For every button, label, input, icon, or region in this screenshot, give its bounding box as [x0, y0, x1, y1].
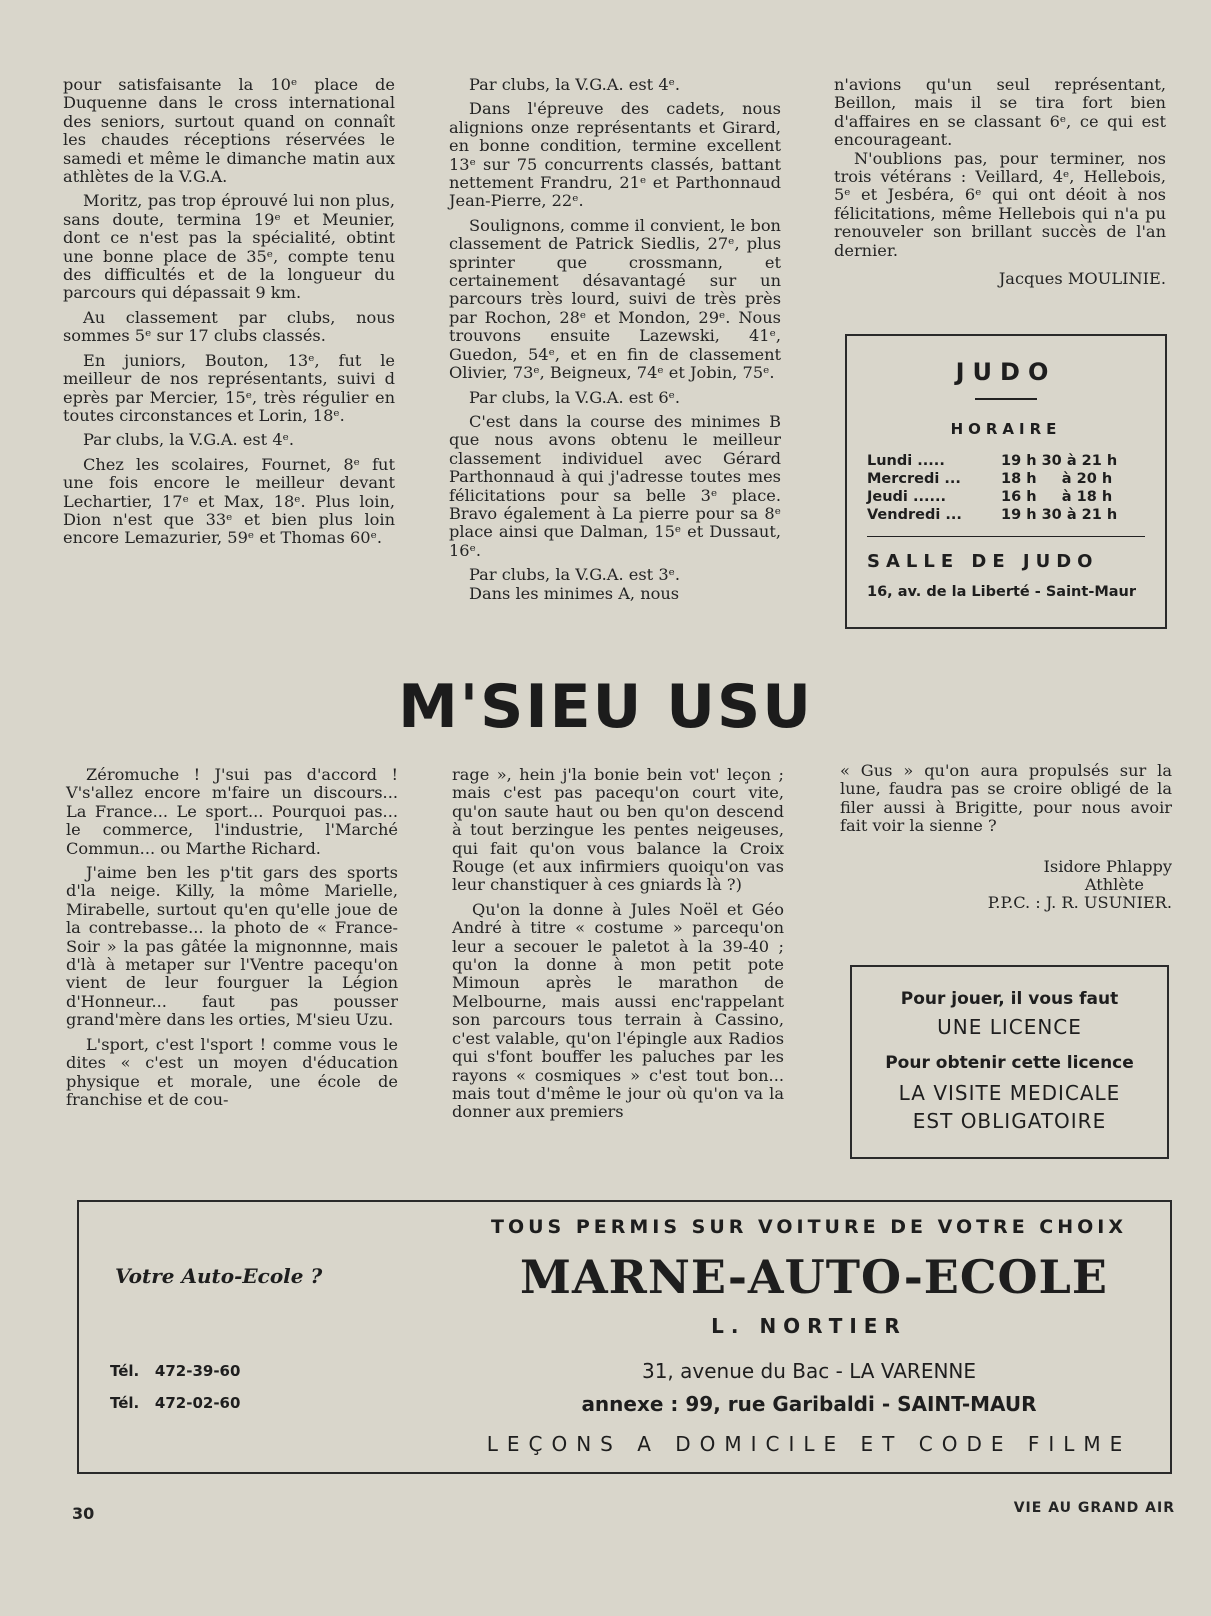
paragraph: Au classement par clubs, nous sommes 5ᵉ sur 17 clubs classés. [63, 307, 395, 346]
ad-school-name: MARNE-AUTO-ECOLE [520, 1250, 1108, 1304]
paragraph: « Gus » qu'on aura propulsés sur la lune, faudra pas se croire obligé de la filer aussi à Brigitte, pour nous avoir fait voir la sienne ? [840, 761, 1172, 836]
schedule-row [867, 452, 1159, 470]
licence-line: EST OBLIGATOIRE [912, 1109, 1107, 1133]
licence-notice-box [850, 965, 1169, 1159]
paragraph: Moritz, pas trop éprouvé lui non plus, sans doute, termina 19ᵉ et Meunier, dont ce n'est pas la spécialité, obtint une bonne place de 35ᵉ, compte tenu des difficultés et de la longueur du parcours qui dépassait 9 km. [63, 191, 395, 303]
licence-line: Pour obtenir cette licence [885, 1053, 1134, 1073]
schedule-row [867, 506, 1159, 524]
schedule-day: Mercredi ... [867, 471, 961, 487]
schedule-table [867, 452, 1159, 524]
article2-column-2 [452, 766, 784, 1128]
paragraph: Dans les minimes A, nous [469, 583, 680, 603]
paragraph: Par clubs, la V.G.A. est 4ᵉ. [83, 430, 295, 450]
ad-owner: L. NORTIER [711, 1314, 907, 1338]
ad-phone: Tél. 472-39-60 [110, 1362, 241, 1380]
judo-hall-name: SALLE DE JUDO [867, 551, 1099, 572]
paragraph: pour satisfaisante la 10ᵉ place de Duquenne dans le cross international des seniors, surtout quand on connaît les chaudes réceptions réservées le samedi et même le dimanche matin aux athlètes de la V.G.A. [63, 75, 395, 187]
schedule-time: 18 h à 20 h [1001, 471, 1113, 487]
licence-line: UNE LICENCE [937, 1015, 1082, 1039]
schedule-row [867, 470, 1159, 488]
page-number: 30 [72, 1504, 95, 1523]
paragraph: Dans l'épreuve des cadets, nous alignions onze représentants et Girard, en bonne condition, termine excellent 13ᵉ sur 75 concurrents classés, battant nettement Frandru, 21ᵉ et Parthonnaud Jean-Pierre, 22ᵉ. [449, 99, 781, 211]
paragraph: L'sport, c'est l'sport ! comme vous le dites « c'est un moyen d'éducation physique et morale, une école de franchise et de cou- [66, 1034, 398, 1109]
ad-tagline: TOUS PERMIS SUR VOITURE DE VOTRE CHOIX [491, 1216, 1127, 1238]
paragraph: C'est dans la course des minimes B que nous avons obtenu le meilleur classement individuel avec Gérard Parthonnaud à qui j'adresse toutes mes félicitations pour sa belle 3ᵉ place. Bravo également à La pierre pour sa 8ᵉ place ainsi que Dalman, 15ᵉ et Dussaut, 16ᵉ. [449, 411, 781, 560]
schedule-time: 16 h à 18 h [1001, 489, 1113, 505]
judo-hall-address: 16, av. de la Liberté - Saint-Maur [867, 584, 1137, 600]
paragraph: Par clubs, la V.G.A. est 4ᵉ. [469, 75, 681, 94]
paragraph: En juniors, Bouton, 13ᵉ, fut le meilleur de nos représentants, suivi d eprès par Mercier, 15ᵉ, très régulier en toutes circonstances et Lorin, 18ᵉ. [63, 350, 395, 425]
ad-annex: annexe : 99, rue Garibaldi - SAINT-MAUR [581, 1392, 1037, 1416]
paragraph: J'aime ben les p'tit gars des sports d'la neige. Killy, la môme Marielle, Mirabelle, surtout qu'en qu'elle joue de la contrebasse... la photo de « France-Soir » la pas gâtée la mignonnne, mais d'là à metaper sur l'Ventre pacequ'on vient de leur fourguer la Légion d'Honneur... faut pas pousser grand'mère dans les orties, M'sieu Uzu. [66, 863, 398, 1030]
ad-phone: Tél. 472-02-60 [110, 1394, 241, 1412]
ad-lessons: LEÇONS A DOMICILE ET CODE FILME [486, 1432, 1132, 1456]
article2-column-1 [66, 766, 398, 1115]
schedule-row [867, 488, 1159, 506]
licence-line: Pour jouer, il vous faut [900, 989, 1119, 1009]
paragraph: N'oublions pas, pour terminer, nos trois vétérans : Veillard, 4ᵉ, Hellebois, 5ᵉ et Jesbéra, 6ᵉ qui ont déoit à nos félicitations, même Hellebois qui n'a pu renouveler son brillant succès de l'an dernier. [834, 148, 1166, 260]
paragraph: Zéromuche ! J'sui pas d'accord ! V's'allez encore m'faire un discours... La France... Le sport... Pourquoi pas... le commerce, l'industrie, l'Marché Commun... ou Marthe Richard. [66, 765, 398, 858]
schedule-time: 19 h 30 à 21 h [1001, 453, 1118, 469]
article-title: M'SIEU USU [398, 672, 813, 742]
article1-column-1 [63, 76, 395, 554]
author-signature: Jacques MOULINIE. [998, 269, 1166, 289]
paragraph: rage », hein j'la bonie bein vot' leçon ; mais c'est pas pacequ'on court vite, qu'on saute haut ou ben qu'on descend à tout berzingue les pentes neigeuses, qui fait qu'on vous balance la Croix Rouge (et aux infirmiers quoiqu'on vas leur chanstiquer à ces gniards là ?) [452, 765, 784, 895]
schedule-day: Lundi ..... [867, 453, 945, 469]
author-signature: Isidore Phlappy [1043, 856, 1172, 876]
driving-school-ad [77, 1200, 1172, 1474]
author-title: Athlète [1084, 875, 1144, 895]
paragraph: Qu'on la donne à Jules Noël et Géo André à titre « costume » parcequ'on leur a secouer le paletot à la 39-40 ; qu'on la donne à mon petit pote Mimoun après le marathon de Melbourne, mais aussi enc'rappelant son parcours tous terrain à Cassino, c'est valable, qu'on l'épingle aux Radios qui s'font bouffer les paluches par les rayons « cosmiques » c'est tout bon... mais tout d'même le jour où qu'on va la donner aux premiers [452, 899, 784, 1122]
schedule-day: Jeudi ...... [867, 489, 946, 505]
author-ppc: P.P.C. : J. R. USUNIER. [987, 893, 1172, 913]
schedule-heading: HORAIRE [950, 420, 1062, 438]
licence-line [852, 1079, 1167, 1135]
article1-column-2 [449, 76, 781, 609]
article1-column-3 [834, 76, 1166, 294]
paragraph: n'avions qu'un seul représentant, Beillon, mais il se tira fort bien d'affaires en se classant 6ᵉ, ce qui est encourageant. [834, 75, 1166, 150]
divider [975, 398, 1037, 400]
judo-schedule-box [845, 334, 1167, 629]
paragraph: Chez les scolaires, Fournet, 8ᵉ fut une fois encore le meilleur devant Lechartier, 17ᵉ et Max, 18ᵉ. Plus loin, Dion n'est que 33ᵉ et bien plus loin encore Lemazurier, 59ᵉ et Thomas 60ᵉ. [63, 454, 395, 548]
paragraph: Par clubs, la V.G.A. est 3ᵉ. [469, 565, 681, 585]
ad-address: 31, avenue du Bac - LA VARENNE [641, 1359, 977, 1383]
article2-column-3 [840, 762, 1172, 913]
schedule-time: 19 h 30 à 21 h [1001, 507, 1118, 523]
paragraph: Soulignons, comme il convient, le bon classement de Patrick Siedlis, 27ᵉ, plus sprinter que crossmann, et certainement désavantagé sur un parcours très lourd, suivi de très près par Rochon, 28ᵉ et Mondon, 29ᵉ. Nous trouvons ensuite Lazewski, 41ᵉ, Guedon, 54ᵉ, et en fin de classement Olivier, 73ᵉ, Beigneux, 74ᵉ et Jobin, 75ᵉ. [449, 215, 781, 383]
schedule-day: Vendredi ... [867, 507, 962, 523]
divider [867, 536, 1145, 537]
judo-title: JUDO [955, 358, 1057, 386]
ad-question: Votre Auto-Ecole ? [115, 1264, 323, 1288]
magazine-name: VIE AU GRAND AIR [1013, 1500, 1175, 1516]
paragraph: Par clubs, la V.G.A. est 6ᵉ. [469, 387, 681, 407]
licence-line: LA VISITE MEDICALE [898, 1081, 1121, 1105]
